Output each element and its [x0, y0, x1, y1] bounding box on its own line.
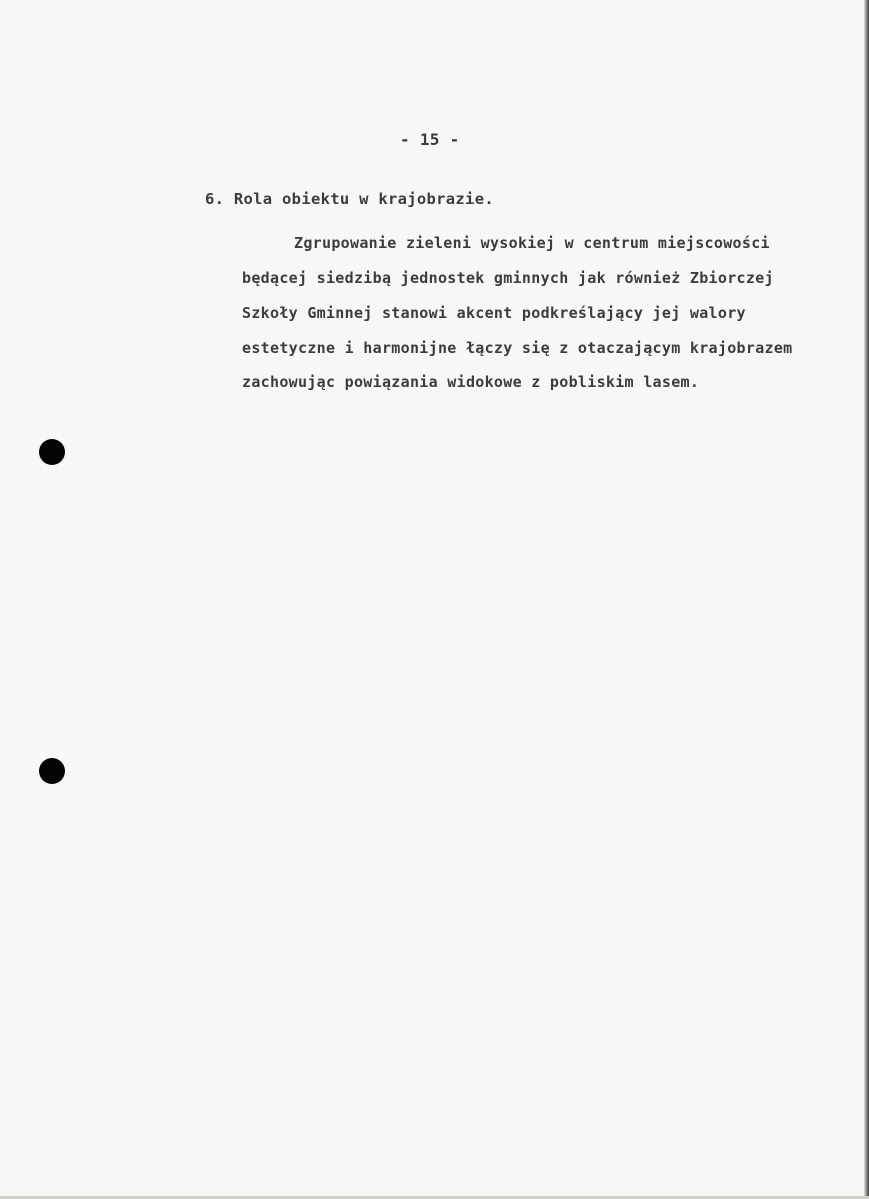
punch-hole [39, 758, 65, 784]
paragraph-line: Zgrupowanie zieleni wysokiej w centrum miejscowości [294, 234, 770, 252]
punch-hole [39, 439, 65, 465]
paragraph-line: zachowując powiązania widokowe z pobliskim lasem. [242, 373, 700, 391]
section-heading: 6. Rola obiektu w krajobrazie. [205, 190, 494, 208]
paragraph-line: Szkoły Gminnej stanowi akcent podkreślający jej walory [242, 304, 746, 322]
paragraph-line: estetyczne i harmonijne łączy się z otaczającym krajobrazem [242, 339, 793, 357]
page-edge-shadow [864, 0, 869, 1199]
paragraph-line: będącej siedzibą jednostek gminnych jak również Zbiorczej [242, 269, 774, 287]
page-number: - 15 - [400, 130, 460, 149]
